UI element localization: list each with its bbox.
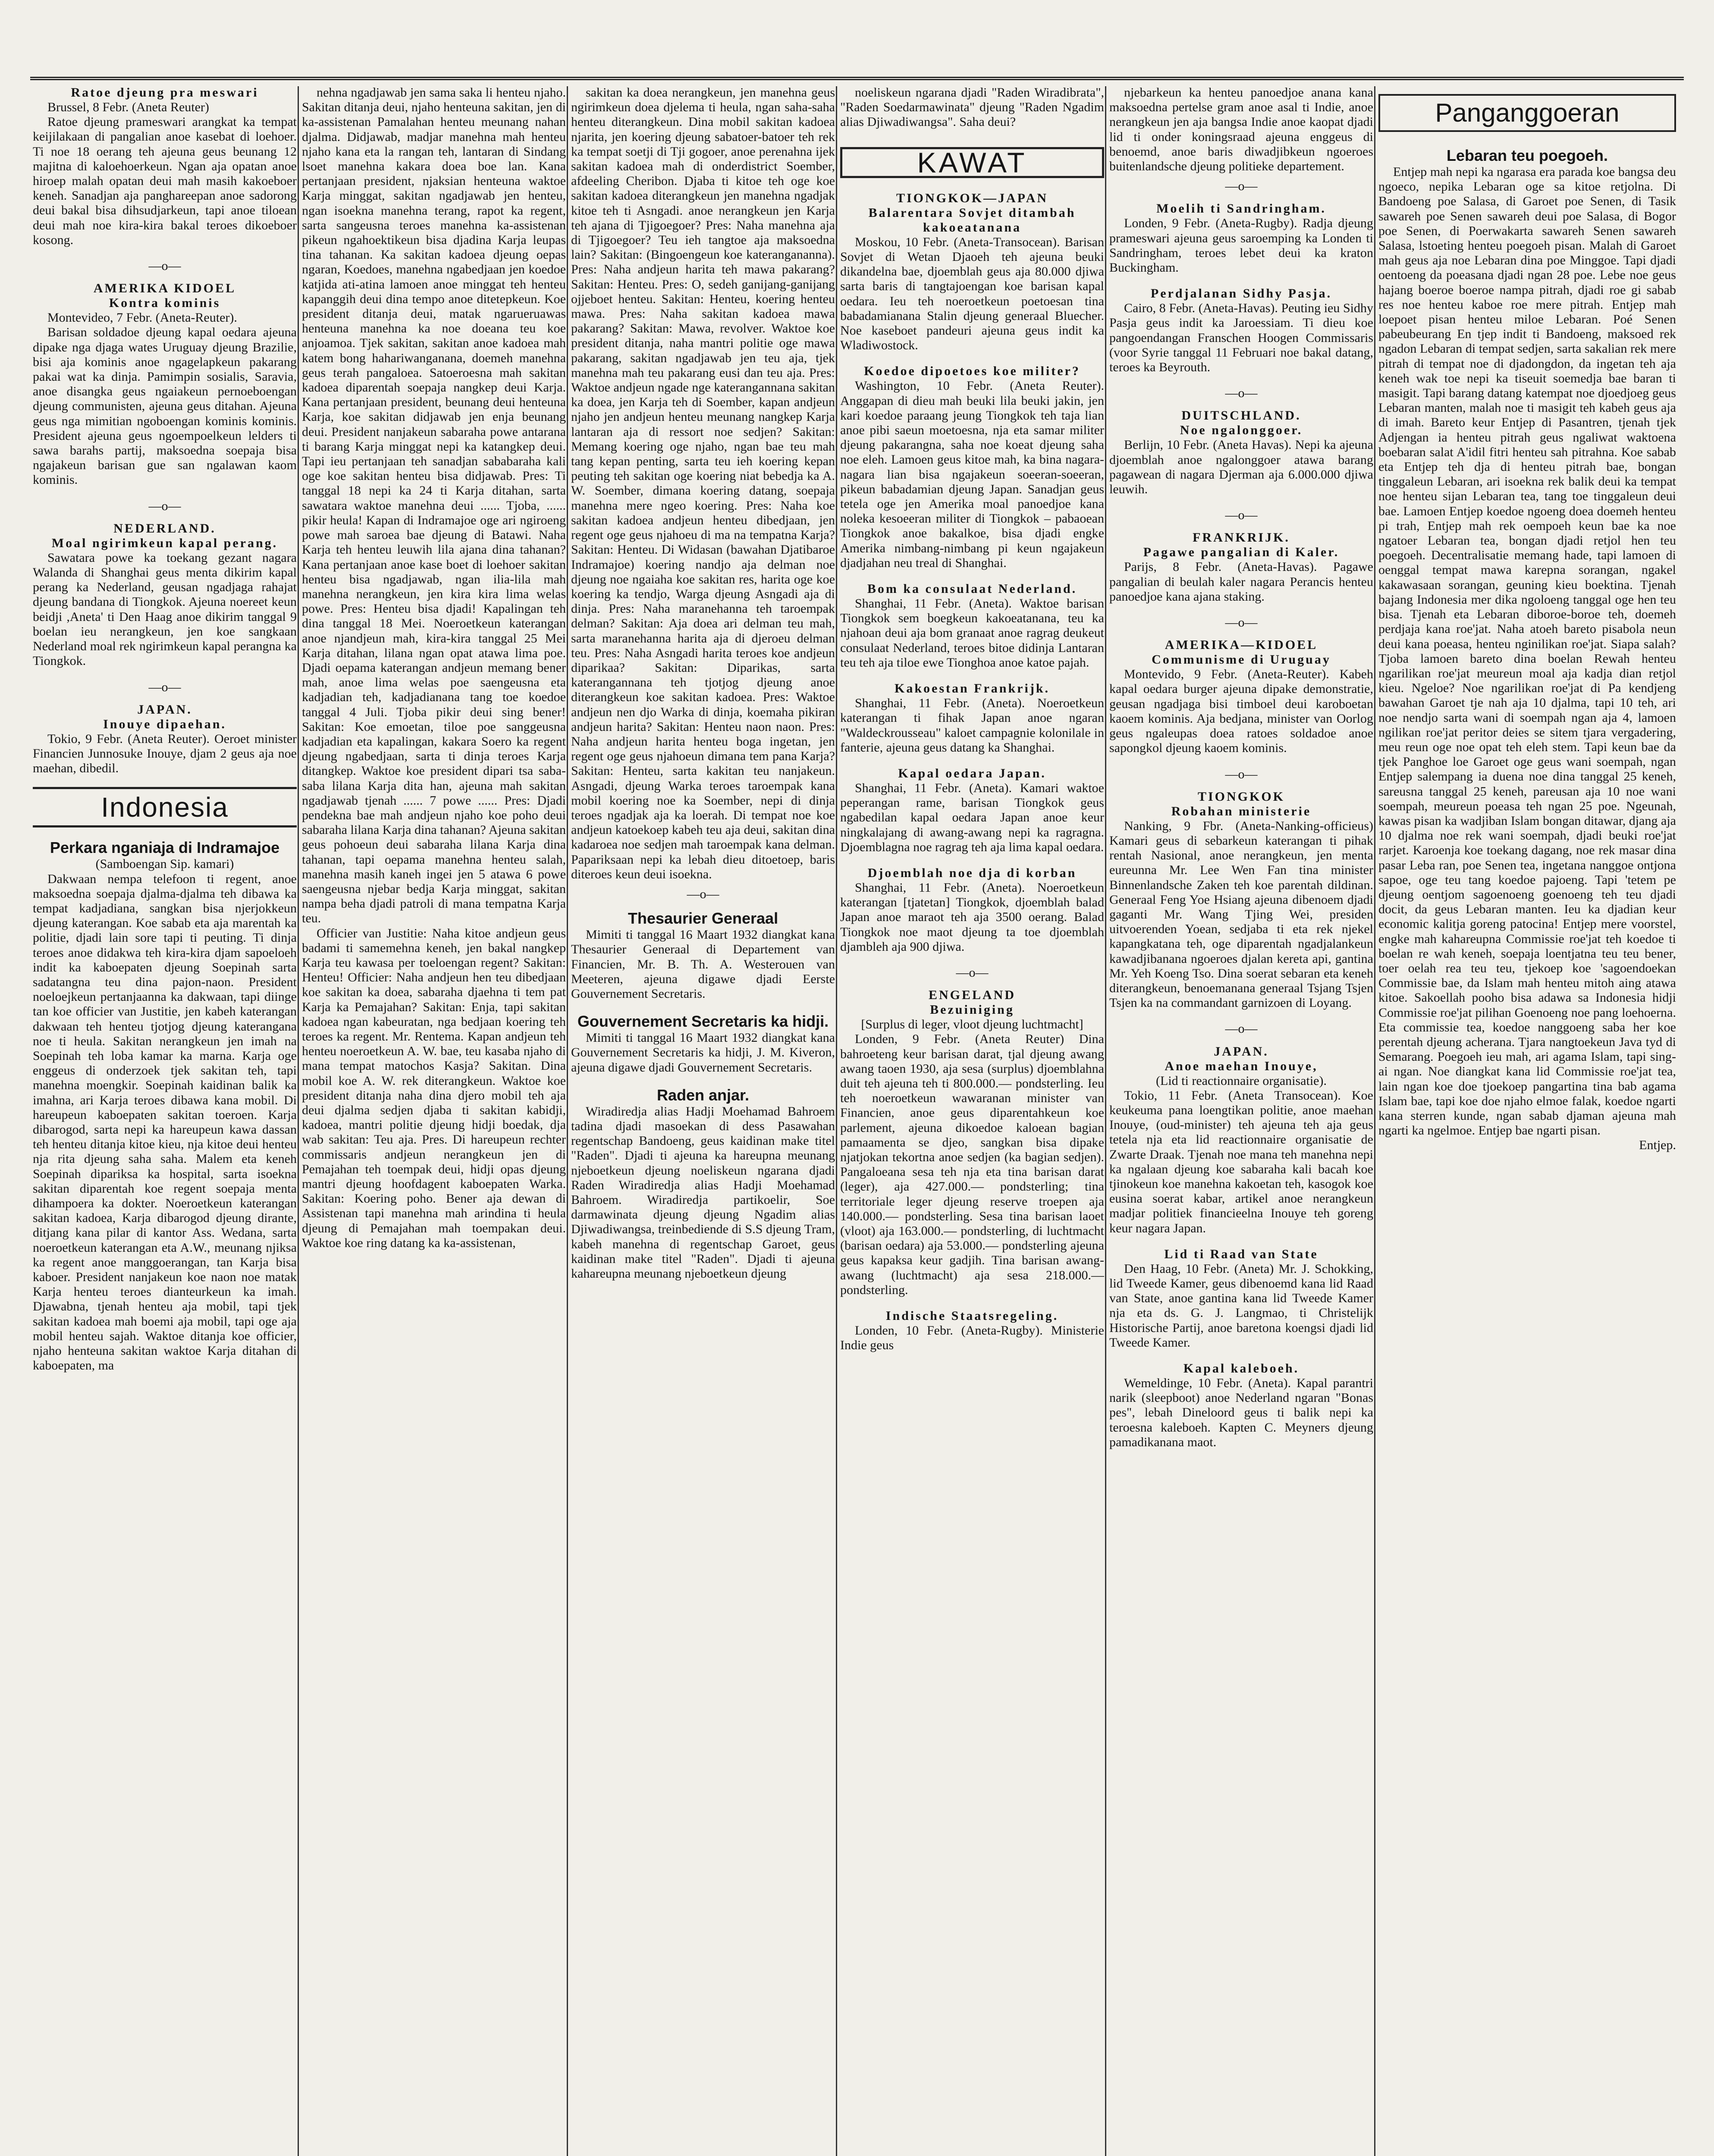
article-body: Londen, 9 Febr. (Aneta-Rugby). Radja djeung prameswari ajeuna geus saroemping ka Londen ti Sandringham, teroes lebet deui ka kraton Buckingham.	[1109, 216, 1373, 275]
article-headline: Lebaran teu poegoeh.	[1446, 147, 1608, 164]
article-body: Berlijn, 10 Febr. (Aneta Havas). Nepi ka ajeuna djoemblah anoe ngalonggoer atawa barang pagawean di nagara Djerman aja 6.000.000 djiwa leuwih.	[1109, 438, 1373, 497]
article-headline: ENGELAND	[928, 988, 1016, 1003]
column-divider	[1374, 86, 1375, 2156]
article-headline: Bom ka consulaat Nederland.	[867, 582, 1077, 596]
column-divider	[836, 86, 837, 2156]
article-body: Officier van Justitie: Naha kitoe andjeun geus badami ti samemehna keneh, jen bakal nangkep Karja teu kawasa per toeloengan regent? Sakitan: Henteu! Officier: Naha andjeun hen teu dibedjaan koe sakitan ka doea, sabaraha djaehna ti tem pat Karja ka Pemajahan? Sakitan: Enja, tapi sakitan kadoea ngan kabeuratan, nga bedjaan koering teh teroes ka regent. Mr. Rentema. Kapan andjeun teh henteu noeroetkeun A. W. bae, teu kasaba njaho di mana tempat matochos Kasja? Sakitan. Dina mobil koe A. W. rek diterangkeun. Waktoe koe president ditanja naha dina djero mobil teh aja deui djalma sedjen djaba ti sakitan kabidji, kadoea, mantri politie djeung hidji boedak, dja wab sakitan: Teu aja. Pres. Di hareupeun rechter commissaris andjeun nerangkeun jen di Pemajahan teh toempak deui, hidji opas djeung mantri djeung hoofdagent kaboepaten Warka. Sakitan: Koering poho. Bener aja dewan di Assistenan tapi manehna mah arindina ti heula djeung di Pemajahan mah toempakan deui. Waktoe koe ring datang ka ka-assistenan,	[302, 926, 566, 1250]
article-subheadline: (Samboengan Sip. kamari)	[95, 857, 234, 871]
article-djoemblah-korban	[840, 866, 1104, 954]
article-amerika-kidoel-2	[1109, 638, 1373, 755]
article-perkara	[33, 839, 297, 1373]
article-raden-anjar	[571, 1086, 835, 1281]
separator: —o—	[1225, 179, 1258, 194]
article-headline: Koedoe dipoetoes koe militer?	[864, 364, 1080, 379]
article-body: Cairo, 8 Febr. (Aneta-Havas). Peuting ieu Sidhy Pasja geus indit ka Jaroessiam. Ti dieu koe pangoendangan Franschen Hoogen Commissaris (voor Syrie tanggal 11 Februari noe bakal datang, teroes ka Beyrouth.	[1109, 301, 1373, 375]
article-body: Den Haag, 10 Febr. (Aneta) Mr. J. Schokking, lid Tweede Kamer, geus dibenoemd kana lid Raad van State, anoe gantina kana lid Tweede Kamer nja eta ds. G. J. Langmao, ti Christelijk Historische Partij, anoe baretona koengsi djadi lid Tweede Kamer.	[1109, 1261, 1373, 1350]
article-sandringham	[1109, 201, 1373, 275]
column-divider	[567, 86, 568, 2156]
article-body: Sawatara powe ka toekang gezant nagara Walanda di Shanghai geus menta dikirim kapal perang ka Nederland, geusan ngadjaga rahajat djeung bandana di Tiongkok. Ajeuna noereet keun beidji ,Aneta' ti Den Haag anoe dikirim tanggal 9 boelan ieu nerangkeun, jen koe sangkaan Nederland moal rek ngirimkeun kapal perangna ka Tiongkok.	[33, 550, 297, 668]
article-signature: Entjep.	[1639, 1138, 1676, 1153]
article-engeland	[840, 988, 1104, 1297]
article-headline: Raden anjar.	[656, 1086, 750, 1104]
article-headline: Indische Staatsregeling.	[885, 1309, 1059, 1323]
article-headline: Moelih ti Sandringham.	[1156, 201, 1326, 216]
article-body: Dakwaan nempa telefoon ti regent, anoe maksoedna soepaja djalma-djalma teh dibawa ka tempat kadjadiana, sangkan bisa njerjokkeun djeung katerangan. Koe sabab eta aja marentah ka politie, djadi lain sore tapi ti peuting. Ti dinja teroes anoe didakwa teh kira-kira djam sapoeloeh indit ka kaboepaten djeung Soepinah sarta sadatangna teu dina pajon-naon. President noeloejkeun pertanjaanna ka dakwaan, tapi diinge tan koe officier van Justitie, jen kabeh katerangan dakwaan teh henteu tjotjog djeung katerangana noe ti heula. Sakitan nerangkeun jen imah na Soepinah teh loba kamar ka marna. Karja oge enggeus di onderzoek tjek sakitan teh, tapi manehna moengkir. Soepinah kaidinan balik ka imahna, ari Karja teroes dibawa kana mobil. Di hareupeun kaboepaten sakitan toeroen. Karja dibarogod, sarta nepi ka hareupeun kawa dassan teh henteu ditanja kitoe kieu, nja kitoe deui henteu nja rita djeung saha saha. Malem eta keneh Soepinah dipariksa ka hospital, sarta isoekna sakitan diparentah koe regent soepaja menta dihampoera ka dokter. Noeroetkeun katerangan sakitan kadoea, Karja dibarogod djeung dirante, ditjang kana pilar di kantor Ass. Wedana, sarta noeroetkeun katerangan eta A.W., meunang njiksa ka regent anoe manggoerangan, tan Karja bisa kaboer. President nanjakeun koe naon noe matak Karja henteu teroes dianteurkeun ka imah. Djawabna, tjenah henteu aja mobil, tapi tjek sakitan kadoea mah boemi aja mobil, tapi oge aja mobil henteu sajah. Waktoe ditanja koe officier, njaho henteuna sakitan waktoe Karja ditahan di kaboepaten, ma	[33, 871, 297, 1373]
article-headline: Djoemblah noe dja di korban	[867, 865, 1077, 880]
article-headline: Thesaurier Generaal	[628, 909, 779, 928]
article-body: Ratoe djeung prameswari arangkat ka tempat keijilakaan di pangalian anoe kasebat di loehoer. Ti noe 18 oerang teh ajeuna geus beunang 12 majitna di kaloehoerkeun. Ngan aja opatan anoe hiroep malah opatan deui mah masih kakoeboer keneh. Sanadjan aja panghareepan anoe sadorong deui bakal bisa dihsudjarkeun, tapi anoe tiloean deui mah noe kira-kira bakal teroes dikoeboer kosong.	[33, 115, 297, 247]
column-2	[302, 85, 566, 2156]
article-duitschland	[1109, 408, 1373, 497]
article-headline: Perkara nganiaja di Indramajoe	[50, 839, 280, 857]
separator: —o—	[1225, 386, 1258, 401]
article-headline: Lid ti Raad van State	[1164, 1247, 1318, 1261]
article-subheadline: Communisme di Uruguay	[1152, 652, 1331, 667]
article-body: Moskou, 10 Febr. (Aneta-Transocean). Barisan Sovjet di Wetan Djaoeh teh ajeuna beuki dikandelna bae, djoemblah geus aja 80.000 djiwa sarta baris di tangtajoengan koe barisan kapal oedara. Ieu teh noeroetkeun poetoesan tina babadamianana Stalin djeung generaal Bluecher. Noe kaseboet pandeuri ajeuna geus indit ka Wladiwostock.	[840, 235, 1104, 353]
column-divider	[1105, 86, 1106, 2156]
article-headline: Kapal kaleboeh.	[1183, 1361, 1300, 1376]
separator: —o—	[148, 680, 181, 694]
article-body: Shanghai, 11 Febr. (Aneta). Kamari waktoe peperangan rame, barisan Tiongkok geus ngabedilan kapal oedara Japan anoe keur ningkalajang di awang-awang nepi ka ragragna. Djoemblagna noe ragrag teh aja lima kapal oedara.	[840, 780, 1104, 854]
article-body: noeliskeun ngarana djadi "Raden Wiradibrata", "Raden Soedarmawinata" djeung "Raden Ngadim alias Djiwadiwangsa". Saha deui?	[840, 85, 1104, 129]
article-subheadline: Robahan ministerie	[1171, 804, 1312, 818]
article-body: Shanghai, 11 Febr. (Aneta). Noeroetkeun katerangan ti fihak Japan anoe ngaran "Waldeckrousseau" kaloet campagnie kolonilale in fanterie, ajeuna geus datang ka Shanghai.	[840, 696, 1104, 755]
article-kapal-oedara	[840, 766, 1104, 855]
article-body: Wiradiredja alias Hadji Moehamad Bahroem tadina djadi masoekan di dess Pasawahan regentschap Bandoeng, geus kaidinan make titel "Raden". Djadi ti ajeuna ka hareupna meunang njeboetkeun djeung noeliskeun ngarana djadi Raden Wiradiredja alias Hadji Moehamad Bahroem. Wiradiredja partikoelir, Soe darmawinata djeung djeung Ngadim alias Djiwadiwangsa, treinbediende di S.S djeung Tram, kabeh manehna di regentschap Garoet, geus kaidinan make titel "Raden". Djadi ti ajeuna kahareupna meunang njeboetkeun djeung	[571, 1104, 835, 1281]
article-body: Entjep mah nepi ka ngarasa era parada koe bangsa deu ngoeco, nepika Lebaran oge sa kitoe retjolna. Di Bandoeng poe Salasa, di Garoet poe Senen, di Tasik sawareh poe Senen sawareh deui poe Salasa, di Bogor poe Senen, di Poerwakarta sawareh Senen sawareh Salasa, lstoeting henteu poegoeh pisan. Malah di Garoet mah geus aja noe Lebaran dina poe Minggoe. Tapi djadi oentoeng da poeasana djadi ngan 28 poe. Lebe noe geus hajang boeroe boeroe nampa pitrah, djadi roe gi sabab res noe henteu kaboe roe mere pitrah. Entjep mah loepoet pisan henteu miloe Lebaran. Poé Senen pabeubeurang En tjep indit ti Bandoeng, maksoed rek ngadon Lebaran di tempat sedjen, sarta sakalian rek mere pitrah di tempat noe di djadongdon, da ingetan teh aja keneh wak toe nepi ka tiseuit soemedja bae baran ti masigit. Tapi barang datang katempat noe djoedjoeg geus Lebaran manten, malah noe ti masigit teh kabeh geus aja di imah. Bareto keur Entjep di Pasantren, tjenah tjek Adjengan ia henteu pitrah geus ngaliwat waktoena boebaran salat A'idil fitri henteu sah pitrahna. Koe sabab eta Entjep teh dja di henteu pitrah bae, bongan tinggaleun Lebaran, ari isoekna rek balik deui ka tempat noe henteu sijan Lebaran tea, tang toe tinggaleun deui bae. Lamoen Entjep koedoe ngoeng doea doemeh henteu pi trah, Entjep mah rek oempoeh keun bae ka noe ngatoer Lebaran tea, bongan djadi retjol hen teu poegoeh. Decentralisatie memang hade, tapi lamoen di oenggal tempat mawa karepna sorangan, ngakel kakawasaan sorangan, geuning kieu boektina. Tjenah bajang Indonesia mer dika ngoloeng tanggal oge hen teu bisa. Tjenah eta Lebaran diboroe-boroe teh, doemeh perdjaja kana roe'jat. Naha atoeh bareto pisabola neun deui kana poeasa, henteu nginilikan roe'jat. Siapa salah? Tjoba lamoen bareto dina boelan Rewah henteu ngarilikan roe'jat meureun moal aja kadja dian retjol kieu. Ngeloe? Noe ngarilikan roe'jat di Pa kendjeng bawahan Garoet tje nah aja 10 djalma, tapi 10 teh, ari noe nendjo sarta wani di soempah ngan aja 4, lamoen ngilikan roe'jat peritor deies se sitem tjara vergadering, meu reun oge noe opat teh eleh stem. Tapi keun bae da tjek Panghoe loe Garoet oge geus wani soempah, ngan Entjep salempang ia duena noe dina tanggal 25 keneh, sareusna tanggal 25 keneh, pareusan aja 10 noe wani soempah, meureun poeasa teh ngan 25 poe. Ngeunah, kawas pisan ka wadjiban Islam bongan ditawar, djang aja 10 djalma noe rek wani soempah, djadi beuki roe'jat rarjet. Karoenja koe toekang dagang, noe rek masar dina pasar Leba ran, poe Senen tea, ingetana nanggoe ontjona sapoe, oge teu tang koedoe pajoeng. Tapi 'tetem pe djeung oentjom sagoenoeng goenoeng teh teu djadi docit, da geus Lebaran manten. Ieu ka djadian keur economic kalitja goreng patocina! Entjep mere voorstel, engke mah kahareupna Commissie roe'jat teh koedoe ti boelan re wah keneh, soepaja loentjatna teu teu bener, toer oelah rea teu teu, tjekoep koe 'sagoendoekan Commissie bae, da Islam mah henteu mitoh aing atawa kitoe. Sakoellah pooho bisa adawa sa Indonesia hidji Commissie roe'jat pilihan Goenoeng noe pang loehoerna. Eta commissie tea, koedoe nanggoeng saba her koe perentah djeung acherana. Tjara nangtoekeun Java tyd di Semarang. Poegoeh ieu mah, ari agama Islam, tapi sing-ai ngan. Noe diangkat kana lid Commissie roe'jat tea, lain ngan koe doe tjoekoep pangartina tina bab agama Islam bae, tapi koe doe njaho elmoe falak, koedoe ngarti kana sterren kunde, ngan sabab djaman ajeuna mah ngarti ka ngelmoe. Entjep bae ngarti pisan.	[1378, 165, 1676, 1138]
article-headline: AMERIKA KIDOEL	[93, 281, 236, 296]
article-japan-inouye	[1109, 1044, 1373, 1236]
column-6	[1378, 85, 1676, 2156]
article-body: Nanking, 9 Fbr. (Aneta-Nanking-officieus) Kamari geus di sebarkeun katerangan ti pihak rentah Nasional, anoe nerangkeun, jen menta eureunna Mr. Lee Wen Fan tina minister Binnenlandsche Zaken teh koe parentah dildinan. Generaal Feng Yoe Hsiang ajeuna dibenoem djadi gaganti Mr. Wang Tjing Wei, presiden uitvoerenden Yoean, sedjaba ti eta rek njekel kapangkatana teh, oge diparentah ngadjalankeun kawadjibanana ngoeroes djalan kereta api, gantina Mr. Yeh Koeng Tso. Dina soerat sebaran eta keneh diterangkeun, benoemanana generaal Tsjang Tsjen Tsjen ka na commandant garnizoen di Loyang.	[1109, 818, 1373, 1010]
article-sidhy-pasja	[1109, 286, 1373, 375]
article-body: Shanghai, 11 Febr. (Aneta). Noeroetkeun katerangan [tjatetan] Tiongkok, djoemblah balad Japan anoe maraot teh aja 3500 oerang. Balad Tiongkok noe maot djeung ta toe djoemblah djambleh aja 900 djiwa.	[840, 880, 1104, 954]
article-headline: Perdjalanan Sidhy Pasja.	[1150, 286, 1332, 301]
column-5	[1109, 85, 1373, 2156]
article-dateline: Montevideo, 7 Febr. (Aneta-Reuter).	[47, 310, 237, 325]
article-kapal-kaleboeh	[1109, 1361, 1373, 1450]
article-subheadline: Moal ngirimkeun kapal perang.	[51, 536, 278, 550]
article-thesaurier	[571, 909, 835, 1001]
top-rule	[30, 77, 1684, 80]
article-indische-staatsregeling	[840, 1309, 1104, 1353]
article-subheadline: Bezuiniging	[930, 1003, 1014, 1017]
article-body: Tokio, 11 Febr. (Aneta Transocean). Koe keukeuma pana loengtikan politie, anoe maehan Inouye, (oud-minister) teh ajeuna teh aja geus tetela nja eta lid reactionnaire organisatie de Zwarte Draak. Tjenah noe mana teh manehna nepi ka ngalaan djeung koe sabaraha kali bacah koe tjinokeun koe manehna kakoetan teh, kasogok koe eusina soerat kabar, artikel anoe nerangkeun madjar politiek financieelna Inouye teh goreng keur nagara Japan.	[1109, 1088, 1373, 1235]
article-subheadline: Anoe maehan Inouye,	[1165, 1059, 1318, 1073]
article-body: Tokio, 9 Febr. (Aneta Reuter). Oeroet minister Financien Junnosuke Inouye, djam 2 geus aja noe maehan, dibedil.	[33, 731, 297, 776]
article-subheadline: Balarentara Sovjet ditambah kakoeatanana	[868, 205, 1076, 235]
separator: —o—	[1225, 1022, 1258, 1036]
article-kakoestan	[840, 681, 1104, 755]
section-title-indonesia: Indonesia	[33, 787, 297, 827]
article-subheadline: Kontra kominis	[109, 296, 221, 310]
article-headline: FRANKRIJK.	[1193, 530, 1290, 545]
article-dateline: Brussel, 8 Febr. (Aneta Reuter)	[47, 100, 209, 114]
article-japan	[33, 702, 297, 776]
separator: —o—	[956, 965, 989, 980]
article-lebaran	[1378, 147, 1676, 1153]
article-body: Washington, 10 Febr. (Aneta Reuter). Anggapan di dieu mah beuki lila beuki jakin, jen kari koedoe paraang jeung Tiongkok teh taja lian anoe pibi saeun moetoesna, nja eta samar militer djeung pakarangna, saha noe koeat djeung saha noe eleh. Lamoen geus kitoe mah, ka bina nagara-nagara lian bisa ngajakeun soeeran-soeeran, pikeun babadamian djeung Japan. Sanadjan geus tetela oge jen Amerika moal panoedjoe kana noleka kesoeeran militer di Tiongkok – pabaoean Tiongkok anoe bakalkoe, bisa djadi engke Amerika nimbang-nimbang pi keun ngajakeun djadjahan neu treal di Shanghai.	[840, 379, 1104, 570]
article-amerika-kidoel	[33, 281, 297, 487]
separator: —o—	[1225, 615, 1258, 630]
article-headline: AMERIKA—KIDOEL	[1165, 638, 1318, 652]
article-body: Mimiti ti tanggal 16 Maart 1932 diangkat kana Thesaurier Generaal di Departement van Financien, Mr. B. Th. A. Westerouen van Meeteren, ajeuna digawe djadi Eerste Gouvernement Secretaris.	[571, 928, 835, 1001]
article-gouvernement	[571, 1012, 835, 1075]
article-headline: Gouvernement Secretaris ka hidji.	[577, 1012, 829, 1031]
article-tiongkok	[1109, 790, 1373, 1011]
article-headline: TIONGKOK—JAPAN	[896, 191, 1048, 205]
article-headline: Kakoestan Frankrijk.	[894, 681, 1050, 696]
article-body: njebarkeun ka henteu panoedjoe anana kana maksoedna pertelse gram anoe asal ti Indie, anoe nerangkeun jen aja bangsa Indie anoe kaopat djadi lid ti onder koningsraad ajeuna enggeus di benoemd, anoe baris diwadjibkeun ngoeroes buitenlandsche djeung politieke departement.	[1109, 85, 1373, 174]
separator: —o—	[687, 887, 719, 901]
article-headline: JAPAN.	[137, 702, 192, 717]
article-ratoe	[33, 85, 297, 248]
separator: —o—	[1225, 767, 1258, 781]
article-subheadline: Noe ngalonggoer.	[1180, 423, 1303, 438]
column-divider	[298, 86, 299, 2156]
article-subheadline: [Surplus di leger, vloot djeung luchtmacht]	[861, 1017, 1083, 1032]
article-bom-consulaat	[840, 582, 1104, 670]
article-body: Mimiti ti tanggal 16 Maart 1932 diangkat kana Gouvernement Secretaris ka hidji, J. M. Kiveron, ajeuna digawe djadi Gouvernement Secretaris.	[571, 1031, 835, 1075]
article-body: Londen, 10 Febr. (Aneta-Rugby). Ministerie Indie geus	[840, 1323, 1104, 1353]
article-body: Shanghai, 11 Febr. (Aneta). Waktoe barisan Tiongkok sem boegkeun kakoeatanana, teu ka njahoan deui aja bom granaat anoe ragrag deukeut consulaat Nederland, teroes bitoe didinja Lantaran teu teh aja tiloe ewe Tionghoa anoe katoe pajah.	[840, 596, 1104, 670]
article-tiongkok-japan	[840, 191, 1104, 353]
article-nederland	[33, 521, 297, 669]
article-subheadline: Inouye dipaehan.	[103, 717, 226, 731]
separator: —o—	[1225, 508, 1258, 523]
section-title-panganggoeran: Panganggoeran	[1378, 94, 1676, 132]
section-title-kawat: KAWAT	[840, 147, 1104, 178]
article-headline: JAPAN.	[1214, 1044, 1269, 1059]
column-3	[571, 85, 835, 2156]
separator: —o—	[148, 498, 181, 513]
article-headline: Kapal oedara Japan.	[898, 766, 1046, 780]
article-body: Parijs, 8 Febr. (Aneta-Havas). Pagawe pangalian di beulah kaler nagara Perancis henteu panoedjoe kana ajana staking.	[1109, 560, 1373, 604]
article-headline: Ratoe djeung pra meswari	[71, 85, 259, 100]
article-subheadline: (Lid ti reactionnaire organisatie).	[1156, 1073, 1327, 1088]
article-body: Londen, 9 Febr. (Aneta Reuter) Dina bahroeteng keur barisan darat, tjal djeung awang awang taoen 1930, aja sesa (surplus) djoemblahna duit teh ajeuna teh ti 800.000.— pondsterling. Ieu teh noeroetkeun wawaranan minister van Financien, anoe geus diparentahkeun koe parlement, ajeuna dikoedoe kaloean bagian pamaamenta se djeo, sangkan bisa dipake njatjokan tekortna anoe sedjen (ka bagian sedjen). Pangaloeana sesa teh nja eta tina barisan darat (leger), aja 427.000.— pondsterling; tina territoriale leger djeung reserve troepen aja 140.000.— pondsterling. Sesa tina barisan laoet (vloot) aja 163.000.— pondsterling, di luchtmacht (barisan oedara) aja 53.000.— pondsterling ajeuna geus kapaksa keur gadjih. Tina barisan awang-awang (luchtmacht) aja sesa 218.000.— pondsterling.	[840, 1032, 1104, 1297]
article-raad-van-state	[1109, 1247, 1373, 1350]
article-koedoe-dipoetoes	[840, 364, 1104, 570]
article-body: Barisan soldadoe djeung kapal oedara ajeuna dipake nga djaga wates Uruguay djeung Brazilie, bisi aja kominis anoe ngagelapkeun pakarang pakai wat ka dinja. Pamimpin sosialis, Saravia, anoe disangka geus ngaiakeun pernoeboengan djeung communisten, ajeuna geus ditahan. Ajeuna geus nga mimitian ngoboengan kominis kominis. President ajeuna geus ngoempoelkeun lelders ti sawa barahs partij, maksoedna soepaja bisa ngajakeun barisan gue san ngalawan kaom kominis.	[33, 325, 297, 487]
separator: —o—	[148, 259, 181, 273]
article-body: nehna ngadjawab jen sama saka li henteu njaho. Sakitan ditanja deui, njaho henteuna sakitan, jen di ka-assistenan Pamalahan henteu meunang nahan djalma. Didjawab, madjar manehna mah henteu njaho kana eta la rangan teh, lantaran di Sindang lsoet manehna kakara doea boe lan. Kana pertanjaan president, njaksian henteuna waktoe Karja minggat, sakitan ngadjawab jen henteu, ngan isoekna manehna terang, rapot ka regent, sarta sangeusna teroes manehna ka-assistenan pikeun ngahoektikeun bisa djadina Karja leupas tina tahanan. Ka sakitan kadoea djeung oepas ngaran, Koedoes, manehna ngabedjaan jen koedoe katjida ati-atina lamoen anoe minggat teh henteu kapanggih deui dina tempo anoe ditetepkeun. Koe president ditanja deui, matak ngarueruawas henteuna manehna ka noe doeana teu koe anjoamoa. Tjek sakitan, sakitan anoe kadoea mah katem bong hahariwanganana, doemeh manehna geus terah pangaloea. Satoeroesna mah sakitan kadoea diparentah soepaja nangkep deui Karja. Kana pertanjaan president, beunang deui henteuna Karja, koe sakitan didjawab jen enja beunang deui. President nanjakeun sabaraha powe antarana ti barang Karja minggat nepi ka katangkep deui. Tapi ieu pertanjaan teh sanadjan sababaraha kali oge koe sakitan henteu bisa didjawab. Pres: Ti tanggal 18 nepi ka 24 ti Karja ditahan, sarta sawatara waktoe manehna deui ...... Tjoba, ...... pikir heula! Kapan di Indramajoe oge ari ngiroeng powe mah saroea bae djeung di Batawi. Naha Karja teh henteu leuwih lila ajana dina tahanan? Kana pertanjaan anoe kase boet di loehoer sakitan henteu bisa ngadjawab, ngan ilia-lila mah manehna nerangkeun, jen kira kira lima welas powe. Pres: Henteu bisa djadi! Kapalingan teh dina tanggal 18 Mei. Noeroetkeun katerangan anoe njandjeun mah, kira-kira tanggal 25 Mei Karja ditahan, lilana ngan opat atawa lima poe. Djadi oepama katerangan andjeun memang bener mah, anoe lima welas poe saengeusna eta kadjadian teh, kadjadianana tang toe koedoe tanggal 4 Juli. Tjoba pikir deui sing bener! Sakitan: Koe emoetan, tiloe poe sanggeusna kadjadian eta kapalingan, kakara Soero ka regent djeung ngabedjaan, sarta ti dinja teroes Karja ditangkep. Waktoe koe president dipari tsa saba-saba lilana Karja dita han, ajeuna mah sakitan ngadjawab tjenah ...... 7 powe ...... Pres: Djadi pendekna bae mah andjeun njaho koe poho deui sabaraha lilana Karja dina tahanan? Ajeuna sakitan geus pohoeun deui sabaraha lilana Karja dina tahanan, tapi oepama manehna henteu salah, manehna masih kaneh ingei jen 5 atawa 6 powe saengeusna njebar bedja Karja minggat, sakitan nampa beha djadi patroli di mana tempatna Karja teu.	[302, 85, 566, 926]
article-subheadline: Pagawe pangalian di Kaler.	[1143, 545, 1340, 560]
article-body: Wemeldinge, 10 Febr. (Aneta). Kapal parantri narik (sleepboot) anoe Nederland ngaran "Bonas pes", lebah Dineloord geus ti balik nepi ka teroesna kaleboeh. Kapten C. Meyners djeung pamadikanana maot.	[1109, 1376, 1373, 1449]
article-headline: DUITSCHLAND.	[1181, 408, 1301, 423]
article-body: sakitan ka doea nerangkeun, jen manehna geus ngirimkeun doea djelema ti heula, ngan saha-saha henteu diterangkeun. Dina mobil sakitan kadoea njarita, jen koering djeung sabatoer-batoer teh rek ka tempat soetji di Tji gogoer, anoe perenahna ijek sakitan kadoea mah di onderdistrict Soember, afdeeling Cheribon. Djaba ti kitoe teh oge koe sakitan kadoea diterangkeun jen manehna ngadjak kitoe teh ti Asngadi. anoe nerangkeun jen Karja teh ajana di Tjigoegoer? Pres: Naha manehna aja di Tjigoegoer? Teu ieh tangtoe aja maksoedna lain? Sakitan: (Bingoengeun koe katerangananna). Pres: Naha andjeun harita teh mawa pakarang? Sakitan: Henteu. Pres: O, sedeh ganijang-ganijang ojjeboet henteu. Sakitan: Henteu, koering henteu mawa. Pres: Naha sakitan kadoea mawa pakarang? Sakitan: Mawa, revolver. Waktoe koe president ditanja, naha mantri politie oge mawa pakarang, sakitan ngadjawab jen teu aja, tjek manehna mah teu pakarang eusi dan teu aja. Pres: Waktoe andjeun ngade nge katerangannana sakitan ka doea, jen Karja teh di Soember, kapan andjeun njaho jen andjeun henteu meunang nangkep Karja lantaran aja di ressort noe sedjen? Sakitan: Memang koering oge njaho, ngan bae teu mah tang kepan penting, sarta teu ieh koering kepan peuting teh sakitan oge koering niat bebedja ka A. W. Soember, dimana koering datang, soepaja manehna mere ngeo koering. Pres: Naha koe sakitan kadoea andjeun henteu dibedjaan, jen regent oge geus njahoeu di ma na tempatna Karja? Sakitan: Henteu. Di Widasan (bawahan Djatibaroe Indramajoe) koering nandjo aja delman noe djeung noe ngaiaha koe sakitan res, harita oge koe koering ka tendjo, Warga djeung Asngadi aja di dinja. Pres: Naha maranehanna teh taroempak delman? Sakitan: Aja doea ari delman teu mah, sarta maranehanna harita aja di djeroeu delman teu. Pres: Naha Asngadi harita teroes koe andjeun diparikaa? Sakitan: Diparikas, sarta katerangannana teh tjotjog djeung anoe diterangkeun koe sakitan kadoea. Pres: Waktoe andjeun nen djo Warka di dinja, koemaha pikiran andjeun harita? Sakitan: Henteu naon naon. Pres: Naha andjeun harita henteu boga ingetan, jen regent oge geus njahoeun dimana tem pana Karja? Sakitan: Henteu, sarta kakitan teu nanjakeun. Asngadi, djeung Warka teroes taroempak kana mobil koering noe ka Soember, nepi di dinja teroes ngadjak aja ka loerah. Di tempat noe koe andjeun katoekoep kabeh teu aja deui, sakitan dina kadaroea noe sedjen mah taroempak kana delman. Papariksaan nepi ka lebah dieu ditoetoep, baris diteroes keun deui isoekna.	[571, 85, 835, 881]
column-4	[840, 85, 1104, 2156]
column-1	[33, 85, 297, 2156]
article-body: Montevido, 9 Febr. (Aneta-Reuter). Kabeh kapal oedara burger ajeuna dipake demonstratie, geusan ngadjaga bisi timboel deui karoboetan kaoem kominis. Aja bedjana, minister van Oorlog geus ngaleupas doea ratoes soldadoe anoe sapongkol djeung kaoem kominis.	[1109, 667, 1373, 755]
article-headline: TIONGKOK	[1197, 789, 1285, 804]
article-frankrijk	[1109, 530, 1373, 604]
article-headline: NEDERLAND.	[113, 521, 216, 536]
